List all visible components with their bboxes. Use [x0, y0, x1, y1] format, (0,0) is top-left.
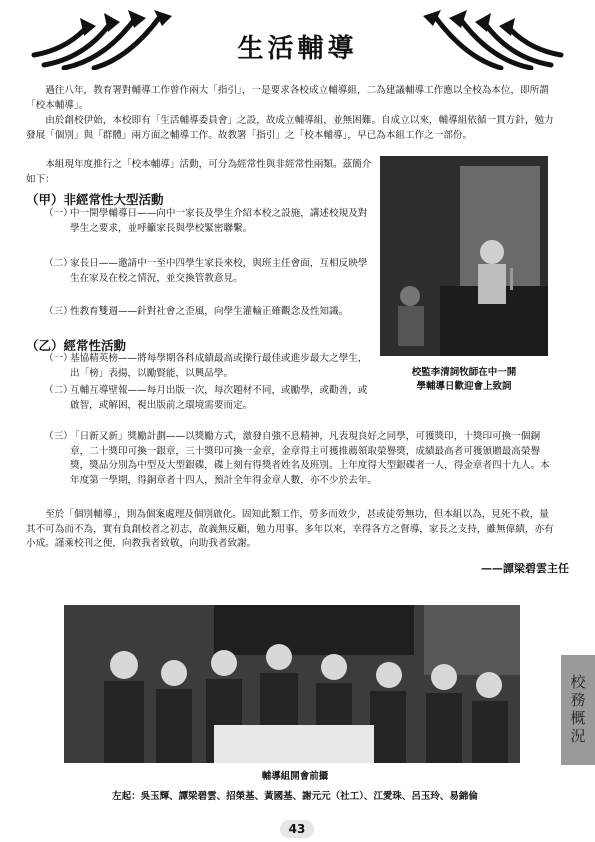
intro-paragraph-3: 本組現年度推行之「校本輔導」活動，可分為經常性與非經常性兩類。茲簡介如下： [26, 159, 372, 185]
signature: ——譚梁碧雲主任 [481, 562, 569, 575]
item-number: （二） [44, 258, 73, 269]
item-text: 中一開學輔導日——向中一家長及學生介紹本校之設施，講述校規及對學生之要求，並呼籲家長與學校緊密聯繫。 [70, 208, 368, 234]
page-number: 43 [280, 820, 314, 838]
intro-paragraph-1: 過往八年，教育署對輔導工作曾作兩大「指引」，一是要求各校成立輔導組，二為建議輔導工作應以全校為本位，即所謂「校本輔導」。 [26, 85, 549, 111]
photo-group-meeting [64, 605, 520, 763]
caption-line: 左起：吳玉輝、譚梁碧雲、招榮基、黃國基、謝元元（社工）、江愛珠、呂玉玲、易錦倫 [112, 791, 478, 802]
section-a-item [44, 257, 374, 286]
section-a-item [44, 207, 374, 236]
item-number: （三） [44, 431, 73, 442]
section-b-item [44, 352, 374, 381]
photo-principal-speech-image [380, 156, 548, 356]
page-title: 生活輔導 [237, 34, 358, 64]
photo-group-meeting-image [64, 605, 520, 763]
section-b-heading: （乙）經常性活動 [26, 338, 127, 353]
section-b-item [44, 384, 374, 413]
item-text: 「日新又新」獎勵計劃——以獎勵方式，激發自強不息精神，凡表現良好之同學，可獲獎印，十獎印可換一個銅章，二十獎印可換一銀章，三十獎印可換一金章，金章得主可獲推薦領取榮譽獎，成績最高者可獲頒贈最高榮譽獎，獎品分別為中型及大型銀碟，碟上刻有得獎者姓名及班別。上年度得大型銀碟者一人，得金章者四十九人。本年度第一學期，得銅章者十四人，預計全年得金章人數，亦不少於去年。 [70, 431, 550, 486]
section-side-tab [561, 655, 595, 765]
item-number: （三） [44, 306, 73, 317]
photo2-caption [30, 768, 560, 802]
caption-line: 校監李清詞牧師在中一開 [411, 367, 517, 378]
section-a-heading: （甲）非經常性大型活動 [26, 192, 164, 207]
side-tab-label: 校務概況 [568, 674, 587, 746]
item-number: （一） [44, 208, 73, 219]
item-text: 家長日——邀請中一至中四學生家長來校，與班主任會面，互相反映學生在家及在校之情況，並交換管教意見。 [70, 258, 368, 284]
item-text: 互輔互導壁報——每月出版一次，每次題材不同，或勵學，或勸善，或啟智，或解困，視出版前之環境需要而定。 [70, 385, 368, 411]
header-arrows-right-icon [421, 10, 571, 70]
item-number: （一） [44, 353, 73, 364]
item-number: （二） [44, 385, 73, 396]
item-text: 性教育雙週——針對社會之歪風，向學生灌輸正確觀念及性知識。 [70, 306, 349, 317]
photo-principal-speech [380, 156, 548, 356]
intro-paragraph-2: 由於創校伊始，本校即有「生活輔導委員會」之設，故成立輔導組，並無困難。自成立以來，輔導組依循一貫方針，勉力發展「個別」與「群體」兩方面之輔導工作。故教署「指引」之「校本輔導」，早已為本組工作之一部份。 [26, 115, 554, 141]
closing-paragraph: 至於「個別輔導」，則為個案處理及個別啟化。固知此類工作，勞多而效少，甚或徒勞無功，但本組以為，見死不救，量其不可為而不為，實有負創校者之初志，故義無反顧，勉力用事。多年以來，幸得各方之督導，家長之支持，雖無偉績，亦有小成。謹乘校刊之便，向教我者致敬，向助我者致謝。 [26, 509, 554, 549]
section-b-item [44, 430, 558, 488]
photo1-caption [380, 364, 548, 392]
item-text: 基協精英榜——將每學期各科成績最高或操行最佳或進步最大之學生，出「榜」表揚，以勵賢能，以興品學。 [70, 353, 368, 379]
section-a-item [44, 305, 374, 320]
caption-line: 輔導組開會前攝 [261, 771, 329, 782]
caption-line: 學輔導日歡迎會上致詞 [416, 381, 512, 392]
